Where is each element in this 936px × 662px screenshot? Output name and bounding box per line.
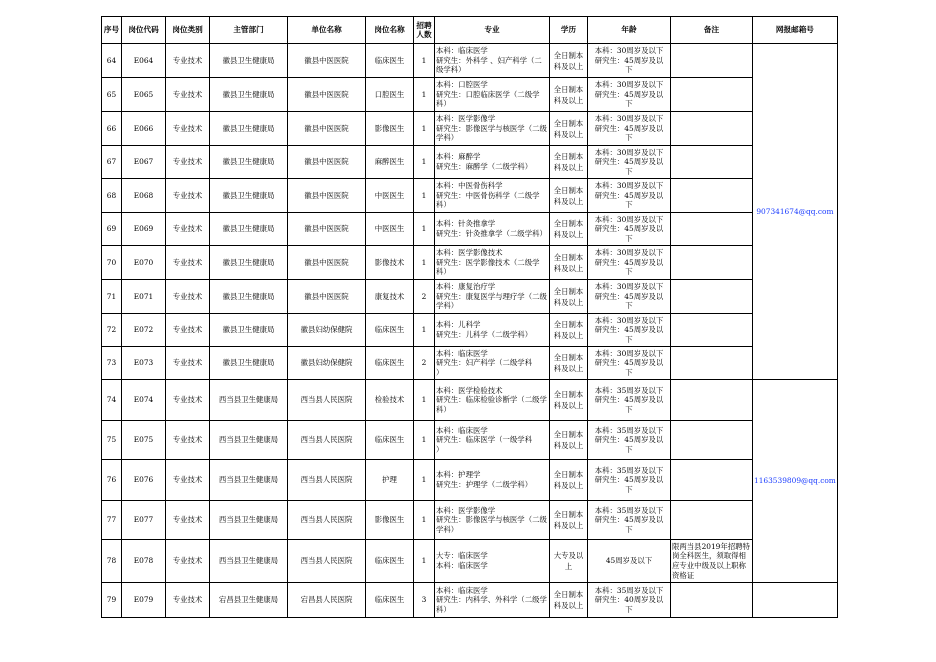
post-category: 专业技术: [166, 179, 210, 213]
post-name: 影像医生: [366, 501, 414, 540]
remark: [671, 314, 753, 347]
department: 西当县卫生健康局: [210, 460, 288, 501]
email-empty: [753, 583, 838, 618]
hire-count: 1: [414, 44, 435, 78]
table-row: [102, 421, 838, 460]
table-row: [102, 146, 838, 179]
hire-count: 2: [414, 347, 435, 380]
major: 本科：针灸推拿学 研究生：针灸推拿学（二级学科）: [435, 213, 550, 246]
remark: [671, 583, 753, 618]
post-name: 口腔医生: [366, 78, 414, 112]
row-number: 69: [102, 213, 122, 246]
remark: [671, 421, 753, 460]
table-row: [102, 314, 838, 347]
post-category: 专业技术: [166, 112, 210, 146]
age-limit: 本科：30周岁及以下 研究生：45周岁及以 下: [588, 78, 671, 112]
age-limit: 本科：35周岁及以下 研究生：45周岁及以 下: [588, 460, 671, 501]
department: 徽县卫生健康局: [210, 246, 288, 280]
education: 全日制本 科及以上: [550, 314, 588, 347]
hire-count: 1: [414, 421, 435, 460]
unit-name: 西当县人民医院: [288, 540, 366, 583]
department: 徽县卫生健康局: [210, 146, 288, 179]
post-category: 专业技术: [166, 146, 210, 179]
age-limit: 本科：30周岁及以下 研究生：45周岁及以 下: [588, 347, 671, 380]
header-email: 网报邮箱号: [753, 17, 838, 44]
education: 全日制本 科及以上: [550, 146, 588, 179]
post-name: 康复技术: [366, 280, 414, 314]
table-row: [102, 347, 838, 380]
major: 本科：医学检验技术 研究生：临床检验诊断学（二级学科）: [435, 380, 550, 421]
recruitment-table: [101, 16, 838, 618]
age-limit: 本科：35周岁及以下 研究生：45周岁及以 下: [588, 421, 671, 460]
post-code: E064: [122, 44, 166, 78]
post-category: 专业技术: [166, 314, 210, 347]
hire-count: 1: [414, 380, 435, 421]
department: 西当县卫生健康局: [210, 501, 288, 540]
education: 全日制本 科及以上: [550, 583, 588, 618]
department: 西当县卫生健康局: [210, 380, 288, 421]
post-code: E072: [122, 314, 166, 347]
unit-name: 徽县中医医院: [288, 213, 366, 246]
hire-count: 1: [414, 501, 435, 540]
unit-name: 徽县中医医院: [288, 280, 366, 314]
hire-count: 1: [414, 179, 435, 213]
table-row: [102, 112, 838, 146]
hire-count: 1: [414, 246, 435, 280]
education: 全日制本 科及以上: [550, 246, 588, 280]
remark: [671, 179, 753, 213]
major: 本科：临床医学 研究生：外科学 、妇产科学（二级学科）: [435, 44, 550, 78]
department: 西当县卫生健康局: [210, 421, 288, 460]
remark: [671, 501, 753, 540]
major: 本科：医学影像学 研究生：影像医学与核医学（二级学科）: [435, 501, 550, 540]
post-name: 护理: [366, 460, 414, 501]
table-row: [102, 78, 838, 112]
header-note: 备注: [671, 17, 753, 44]
row-number: 77: [102, 501, 122, 540]
major: 本科：康复治疗学 研究生：康复医学与理疗学（二级学科）: [435, 280, 550, 314]
post-name: 中医医生: [366, 213, 414, 246]
post-code: E065: [122, 78, 166, 112]
major: 本科：临床医学 研究生：内科学、外科学（二级学科）: [435, 583, 550, 618]
education: 全日制本 科及以上: [550, 460, 588, 501]
row-number: 72: [102, 314, 122, 347]
age-limit: 本科：30周岁及以下 研究生：45周岁及以 下: [588, 246, 671, 280]
hire-count: 1: [414, 78, 435, 112]
remark: [671, 246, 753, 280]
remark: [671, 460, 753, 501]
row-number: 73: [102, 347, 122, 380]
post-code: E075: [122, 421, 166, 460]
table-row: [102, 213, 838, 246]
header-dept: 主管部门: [210, 17, 288, 44]
post-category: 专业技术: [166, 280, 210, 314]
major: 本科：口腔医学 研究生：口腔临床医学（二级学科）: [435, 78, 550, 112]
unit-name: 徽县中医医院: [288, 44, 366, 78]
remark: [671, 146, 753, 179]
age-limit: 本科：30周岁及以下 研究生：45周岁及以 下: [588, 179, 671, 213]
unit-name: 宕昌县人民医院: [288, 583, 366, 618]
header-post: 岗位名称: [366, 17, 414, 44]
unit-name: 徽县中医医院: [288, 146, 366, 179]
unit-name: 西当县人民医院: [288, 501, 366, 540]
header-edu: 学历: [550, 17, 588, 44]
post-name: 临床医生: [366, 44, 414, 78]
post-name: 中医医生: [366, 179, 414, 213]
education: 全日制本 科及以上: [550, 44, 588, 78]
remark: [671, 347, 753, 380]
education: 全日制本 科及以上: [550, 280, 588, 314]
post-category: 专业技术: [166, 78, 210, 112]
education: 全日制本 科及以上: [550, 78, 588, 112]
major: 本科：儿科学 研究生：儿科学（二级学科）: [435, 314, 550, 347]
department: 徽县卫生健康局: [210, 44, 288, 78]
row-number: 66: [102, 112, 122, 146]
post-code: E079: [122, 583, 166, 618]
age-limit: 本科：30周岁及以下 研究生：45周岁及以 下: [588, 44, 671, 78]
age-limit: 45周岁及以下: [588, 540, 671, 583]
post-code: E077: [122, 501, 166, 540]
education: 全日制本 科及以上: [550, 112, 588, 146]
department: 徽县卫生健康局: [210, 213, 288, 246]
post-name: 临床医生: [366, 314, 414, 347]
unit-name: 徽县妇幼保健院: [288, 347, 366, 380]
department: 西当县卫生健康局: [210, 540, 288, 583]
header-unit: 单位名称: [288, 17, 366, 44]
post-code: E070: [122, 246, 166, 280]
hire-count: 1: [414, 460, 435, 501]
age-limit: 本科：30周岁及以下 研究生：45周岁及以 下: [588, 314, 671, 347]
education: 全日制本 科及以上: [550, 421, 588, 460]
education: 全日制本 科及以上: [550, 213, 588, 246]
department: 徽县卫生健康局: [210, 179, 288, 213]
remark: [671, 78, 753, 112]
header-code: 岗位代码: [122, 17, 166, 44]
table-row: [102, 460, 838, 501]
post-code: E071: [122, 280, 166, 314]
table-row: [102, 179, 838, 213]
post-category: 专业技术: [166, 421, 210, 460]
major: 本科：麻醉学 研究生：麻醉学（二级学科）: [435, 146, 550, 179]
post-category: 专业技术: [166, 460, 210, 501]
education: 全日制本 科及以上: [550, 179, 588, 213]
education: 全日制本 科及以上: [550, 347, 588, 380]
major: 本科：医学影像学 研究生：影像医学与核医学（二级学科）: [435, 112, 550, 146]
table-row: [102, 501, 838, 540]
hire-count: 2: [414, 280, 435, 314]
remark: [671, 280, 753, 314]
row-number: 64: [102, 44, 122, 78]
unit-name: 徽县中医医院: [288, 179, 366, 213]
age-limit: 本科：35周岁及以下 研究生：45周岁及以 下: [588, 380, 671, 421]
post-name: 麻醉医生: [366, 146, 414, 179]
education: 全日制本 科及以上: [550, 380, 588, 421]
post-category: 专业技术: [166, 213, 210, 246]
table-row: [102, 540, 838, 583]
row-number: 65: [102, 78, 122, 112]
post-category: 专业技术: [166, 540, 210, 583]
department: 徽县卫生健康局: [210, 314, 288, 347]
post-name: 影像技术: [366, 246, 414, 280]
remark: [671, 380, 753, 421]
hire-count: 3: [414, 583, 435, 618]
row-number: 68: [102, 179, 122, 213]
row-number: 67: [102, 146, 122, 179]
unit-name: 徽县中医医院: [288, 246, 366, 280]
age-limit: 本科：30周岁及以下 研究生：45周岁及以 下: [588, 280, 671, 314]
post-code: E073: [122, 347, 166, 380]
age-limit: 本科：35周岁及以下 研究生：45周岁及以 下: [588, 501, 671, 540]
row-number: 78: [102, 540, 122, 583]
age-limit: 本科：35周岁及以下 研究生：40周岁及以 下: [588, 583, 671, 618]
post-code: E068: [122, 179, 166, 213]
major: 本科：临床医学 研究生：临床医学（一级学科 ）: [435, 421, 550, 460]
post-category: 专业技术: [166, 347, 210, 380]
table-row: [102, 583, 838, 618]
post-category: 专业技术: [166, 583, 210, 618]
hire-count: 1: [414, 540, 435, 583]
department: 徽县卫生健康局: [210, 78, 288, 112]
remark: 限两当县2019年招聘特岗全科医生，须取得相应专业中级及以上职称资格证: [671, 540, 753, 583]
header-age: 年龄: [588, 17, 671, 44]
post-name: 影像医生: [366, 112, 414, 146]
table-row: [102, 44, 838, 78]
post-code: E067: [122, 146, 166, 179]
post-name: 临床医生: [366, 540, 414, 583]
unit-name: 西当县人民医院: [288, 421, 366, 460]
education: 大专及以 上: [550, 540, 588, 583]
hire-count: 1: [414, 213, 435, 246]
major: 本科：临床医学 研究生：妇产科学（二级学科 ）: [435, 347, 550, 380]
age-limit: 本科：30周岁及以下 研究生：45周岁及以 下: [588, 213, 671, 246]
post-category: 专业技术: [166, 501, 210, 540]
row-number: 74: [102, 380, 122, 421]
remark: [671, 112, 753, 146]
education: 全日制本 科及以上: [550, 501, 588, 540]
header-category: 岗位类别: [166, 17, 210, 44]
hire-count: 1: [414, 314, 435, 347]
post-name: 临床医生: [366, 421, 414, 460]
post-category: 专业技术: [166, 380, 210, 421]
major: 本科：医学影像技术 研究生：医学影像技术（二级学科）: [435, 246, 550, 280]
post-code: E066: [122, 112, 166, 146]
row-number: 71: [102, 280, 122, 314]
post-category: 专业技术: [166, 44, 210, 78]
department: 宕昌县卫生健康局: [210, 583, 288, 618]
remark: [671, 213, 753, 246]
post-code: E069: [122, 213, 166, 246]
row-number: 75: [102, 421, 122, 460]
major: 本科：护理学 研究生：护理学（二级学科）: [435, 460, 550, 501]
table-row: [102, 246, 838, 280]
unit-name: 徽县中医医院: [288, 78, 366, 112]
post-name: 临床医生: [366, 583, 414, 618]
hire-count: 1: [414, 146, 435, 179]
age-limit: 本科：30周岁及以下 研究生：45周岁及以 下: [588, 112, 671, 146]
major: 本科：中医骨伤科学 研究生：中医骨伤科学（二级学科）: [435, 179, 550, 213]
email-link[interactable]: 907341674@qq.com: [753, 44, 838, 380]
unit-name: 西当县人民医院: [288, 380, 366, 421]
unit-name: 徽县中医医院: [288, 112, 366, 146]
department: 徽县卫生健康局: [210, 347, 288, 380]
header-count: 招聘 人数: [414, 17, 435, 44]
post-name: 临床医生: [366, 347, 414, 380]
age-limit: 本科：30周岁及以下 研究生：45周岁及以 下: [588, 146, 671, 179]
major: 大专：临床医学 本科：临床医学: [435, 540, 550, 583]
department: 徽县卫生健康局: [210, 112, 288, 146]
table-row: [102, 380, 838, 421]
row-number: 70: [102, 246, 122, 280]
post-name: 检验技术: [366, 380, 414, 421]
post-code: E078: [122, 540, 166, 583]
department: 徽县卫生健康局: [210, 280, 288, 314]
row-number: 76: [102, 460, 122, 501]
unit-name: 西当县人民医院: [288, 460, 366, 501]
header-no: 序号: [102, 17, 122, 44]
header-major: 专业: [435, 17, 550, 44]
header-row: [102, 17, 838, 44]
post-code: E076: [122, 460, 166, 501]
post-category: 专业技术: [166, 246, 210, 280]
remark: [671, 44, 753, 78]
table-row: [102, 280, 838, 314]
unit-name: 徽县妇幼保健院: [288, 314, 366, 347]
post-code: E074: [122, 380, 166, 421]
row-number: 79: [102, 583, 122, 618]
hire-count: 1: [414, 112, 435, 146]
email-link[interactable]: 1163539809@qq.com: [753, 380, 838, 583]
